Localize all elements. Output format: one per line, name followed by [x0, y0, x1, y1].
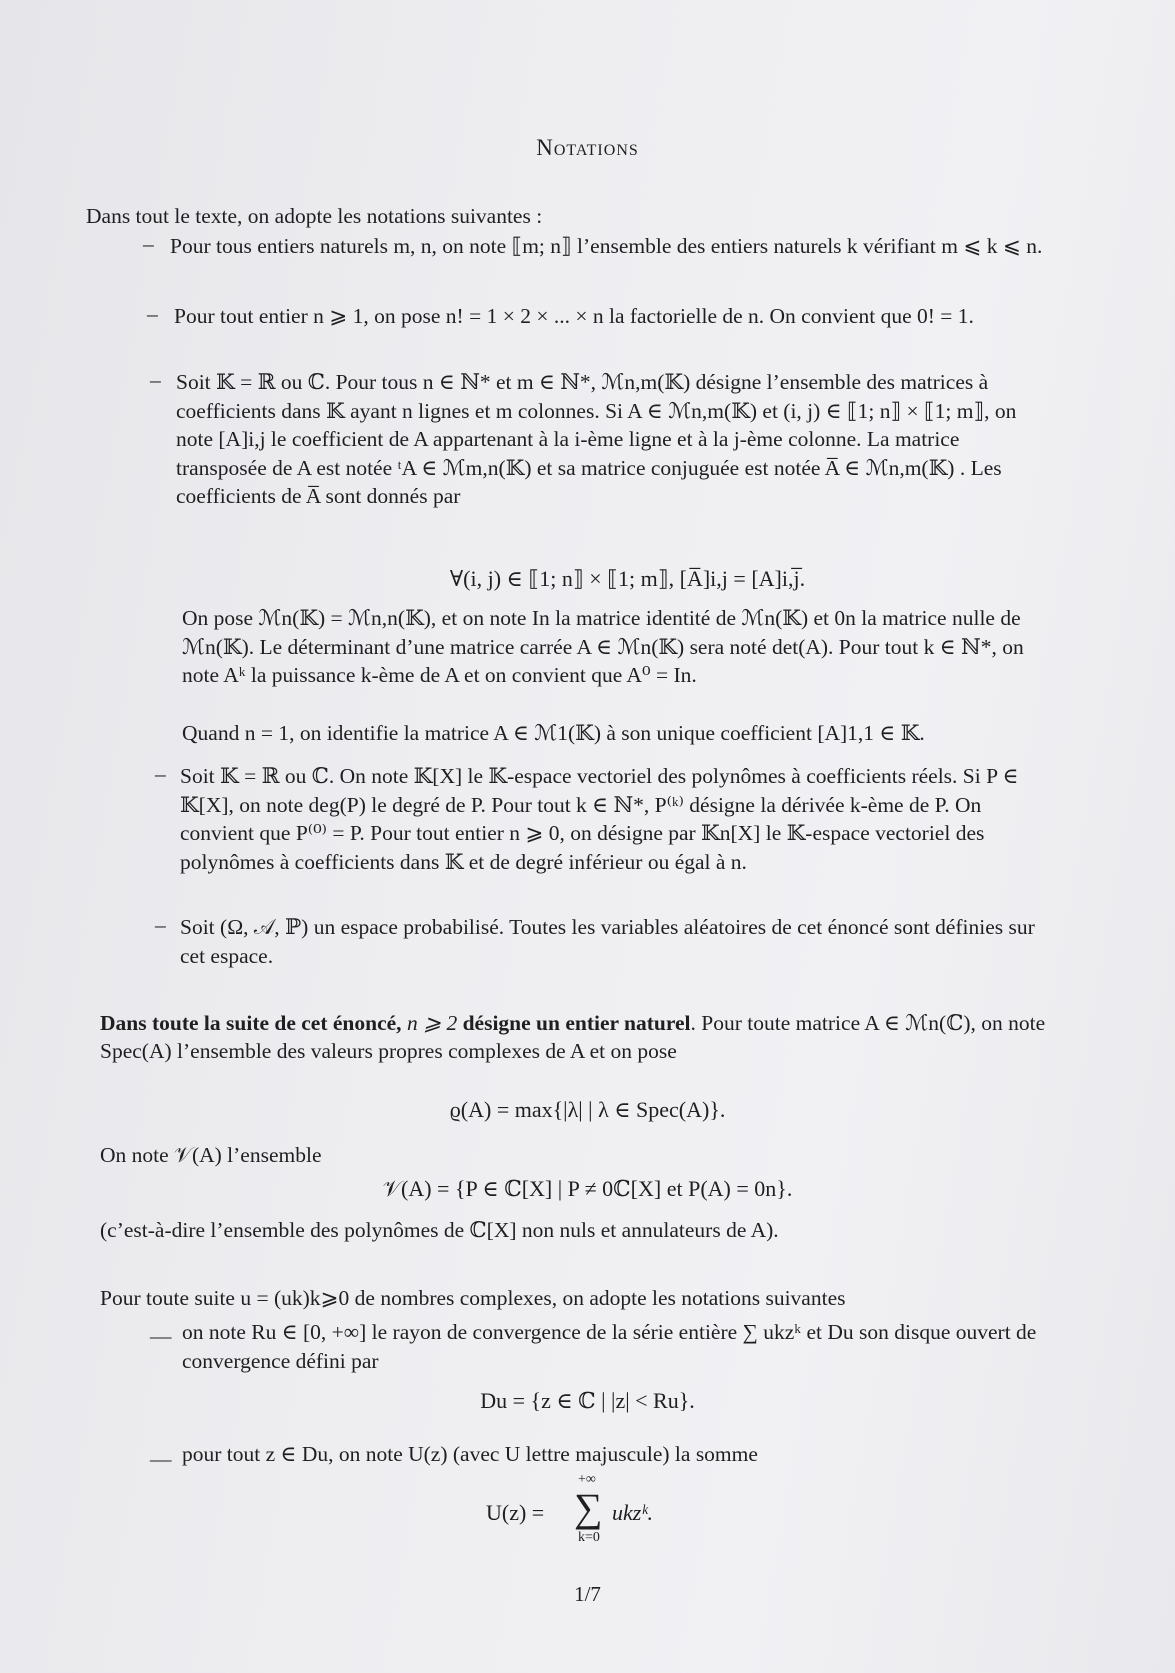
series-sigma: ∑: [574, 1485, 603, 1530]
list-item-sum: pour tout z ∈ Du, on note U(z) (avec U lettre majuscule) la somme: [182, 1442, 758, 1466]
bullet-dash: –: [143, 232, 154, 256]
list-item-radius: on note Ru ∈ [0, +∞] le rayon de convergence de la série entière ∑ ukzᵏ et Du son disque ouvert de convergence défini par: [182, 1320, 1037, 1373]
list-item-probability: Soit (Ω, 𝒜, ℙ) un espace probabilisé. Toutes les variables aléatoires de cet énoncé sont définies sur cet espace.: [180, 915, 1035, 968]
suite-bold-end: désigne un entier naturel: [462, 1011, 691, 1035]
formula-annihilators: 𝒱(A) = {P ∈ ℂ[X] | P ≠ 0ℂ[X] et P(A) = 0n}.: [382, 1176, 793, 1201]
bullet-dash: –: [155, 913, 166, 937]
series-upper-bound: +∞: [578, 1472, 596, 1487]
formula-series: [486, 1470, 716, 1550]
list-item-integers: Pour tous entiers naturels m, n, on note ⟦m; n⟧ l’ensemble des entiers naturels k vérifiant m ⩽ k ⩽ n.: [170, 234, 1043, 258]
series-lower-bound: k=0: [578, 1530, 600, 1545]
sequence-intro: Pour toute suite u = (uk)k⩾0 de nombres complexes, on adopte les notations suivantes: [100, 1286, 846, 1310]
page-title: Notations: [536, 135, 639, 160]
matrix-paragraph-scalar: Quand n = 1, on identifie la matrice A ∈ ℳ1(𝕂) à son unique coefficient [A]1,1 ∈ 𝕂.: [182, 721, 925, 745]
page-number: 1/7: [574, 1582, 601, 1606]
list-item-factorial: Pour tout entier n ⩾ 1, on pose n! = 1 × 2 × ... × n la factorielle de n. On convient que 0! = 1.: [174, 304, 974, 328]
matrix-paragraph: On pose ℳn(𝕂) = ℳn,n(𝕂), et on note In la matrice identité de ℳn(𝕂) et 0n la matrice nulle de ℳn(𝕂). Le déterminant d’une matrice carrée A ∈ ℳn(𝕂) sera noté det(A). Pour tout k ∈ ℕ*, on note Aᵏ la puissance k-ème de A et on convient que A⁰ = In.: [182, 606, 1024, 687]
bullet-dash: —: [150, 1324, 172, 1348]
bullet-dash: —: [150, 1447, 172, 1471]
formula-disk: Du = {z ∈ ℂ | |z| < Ru}.: [480, 1388, 695, 1413]
series-lhs: U(z) =: [486, 1500, 545, 1525]
suite-rest: . Pour toute matrice A ∈ ℳn(ℂ), on note Spec(A) l’ensemble des valeurs propres complexes de A et on pose: [100, 1011, 1046, 1063]
intro-text: Dans tout le texte, on adopte les notations suivantes :: [86, 204, 543, 228]
suite-math: n ⩾ 2: [406, 1011, 458, 1035]
list-item-polynomials: Soit 𝕂 = ℝ ou ℂ. On note 𝕂[X] le 𝕂-espace vectoriel des polynômes à coefficients réels. Si P ∈ 𝕂[X], on note deg(P) le degré de P. Pour tout k ∈ ℕ*, P⁽ᵏ⁾ désigne la dérivée k-ème de P. On convient que P⁽⁰⁾ = P. Pour tout entier n ⩾ 0, on désigne par 𝕂n[X] le 𝕂-espace vectoriel des polynômes à coefficients dans 𝕂 et de degré inférieur ou égal à n.: [180, 764, 1019, 874]
formula-conjugate: ∀(i, j) ∈ ⟦1; n⟧ × ⟦1; m⟧, [A̅]i,j = [A]i,j̅.: [449, 566, 806, 591]
list-item-matrices: Soit 𝕂 = ℝ ou ℂ. Pour tous n ∈ ℕ* et m ∈ ℕ*, ℳn,m(𝕂) désigne l’ensemble des matrices à coefficients dans 𝕂 ayant n lignes et m colonnes. Si A ∈ ℳn,m(𝕂) et (i, j) ∈ ⟦1; n⟧ × ⟦1; m⟧, on note [A]i,j le coefficient de A appartenant à la i-ème ligne et à la j-ème colonne. La matrice transposée de A est notée ᵗA ∈ ℳm,n(𝕂) et sa matrice conjuguée est notée A̅ ∈ ℳn,m(𝕂) . Les coefficients de A̅ sont donnés par: [176, 370, 1017, 508]
suite-bold-start: Dans toute la suite de cet énoncé,: [100, 1011, 402, 1035]
bullet-dash: –: [147, 302, 158, 326]
formula-spectral-radius: ϱ(A) = max{|λ| | λ ∈ Spec(A)}.: [449, 1097, 726, 1122]
annihilator-intro: On note 𝒱(A) l’ensemble: [100, 1143, 322, 1167]
annihilator-note: (c’est-à-dire l’ensemble des polynômes de ℂ[X] non nuls et annulateurs de A).: [100, 1218, 779, 1242]
bullet-dash: –: [155, 762, 166, 786]
series-rhs: ukzᵏ.: [612, 1500, 654, 1525]
bullet-dash: –: [150, 368, 161, 392]
suite-paragraph: [100, 1009, 1046, 1065]
